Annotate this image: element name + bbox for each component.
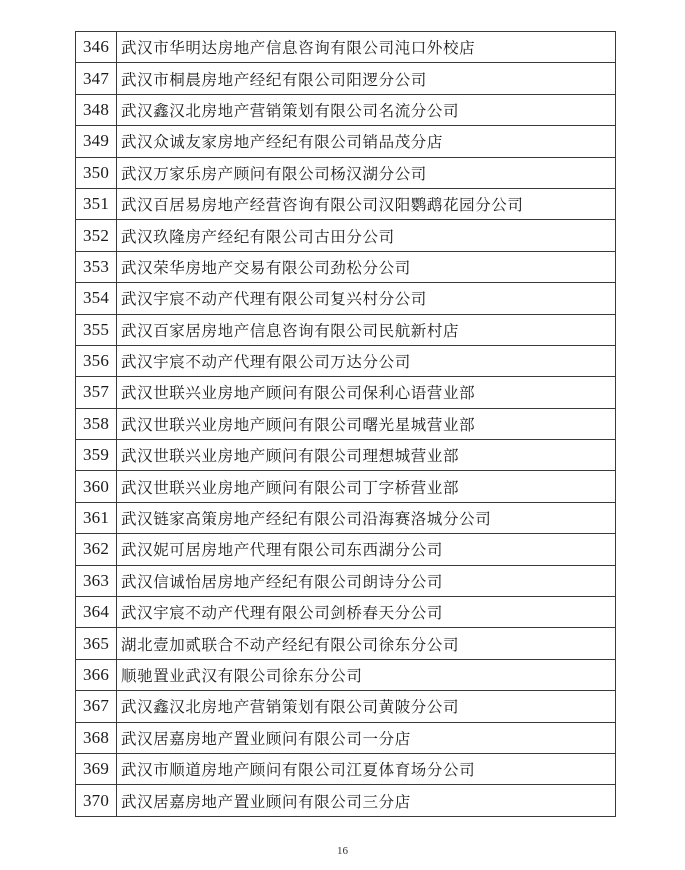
company-name-cell: 武汉宇宸不动产代理有限公司复兴村分公司 xyxy=(117,283,616,314)
row-number-cell: 364 xyxy=(76,597,117,628)
row-number-cell: 358 xyxy=(76,408,117,439)
table-row xyxy=(76,345,616,376)
company-name-cell: 武汉世联兴业房地产顾问有限公司理想城营业部 xyxy=(117,440,616,471)
table-row xyxy=(76,785,616,816)
row-number-cell: 354 xyxy=(76,283,117,314)
table-row xyxy=(76,314,616,345)
company-name-cell: 武汉世联兴业房地产顾问有限公司保利心语营业部 xyxy=(117,377,616,408)
table-row xyxy=(76,753,616,784)
row-number-cell: 366 xyxy=(76,659,117,690)
table-row xyxy=(76,94,616,125)
company-name-cell: 武汉市华明达房地产信息咨询有限公司沌口外校店 xyxy=(117,32,616,63)
company-name-cell: 武汉市桐晨房地产经纪有限公司阳逻分公司 xyxy=(117,63,616,94)
company-name-cell: 武汉市顺道房地产顾问有限公司江夏体育场分公司 xyxy=(117,753,616,784)
page-number: 16 xyxy=(337,845,348,857)
table-row xyxy=(76,628,616,659)
row-number-cell: 365 xyxy=(76,628,117,659)
company-name-cell: 武汉众诚友家房地产经纪有限公司销品茂分店 xyxy=(117,126,616,157)
row-number-cell: 353 xyxy=(76,251,117,282)
table-row xyxy=(76,126,616,157)
table-row xyxy=(76,471,616,502)
row-number-cell: 348 xyxy=(76,94,117,125)
company-list-table xyxy=(75,31,616,817)
row-number-cell: 346 xyxy=(76,32,117,63)
row-number-cell: 368 xyxy=(76,722,117,753)
table-row xyxy=(76,188,616,219)
table-row xyxy=(76,377,616,408)
row-number-cell: 370 xyxy=(76,785,117,816)
table-row xyxy=(76,63,616,94)
company-name-cell: 武汉妮可居房地产代理有限公司东西湖分公司 xyxy=(117,534,616,565)
company-name-cell: 武汉信诚怡居房地产经纪有限公司朗诗分公司 xyxy=(117,565,616,596)
company-list-body xyxy=(76,32,616,817)
row-number-cell: 359 xyxy=(76,440,117,471)
row-number-cell: 350 xyxy=(76,157,117,188)
row-number-cell: 361 xyxy=(76,502,117,533)
table-row xyxy=(76,502,616,533)
table-row xyxy=(76,220,616,251)
table-row xyxy=(76,722,616,753)
table-row xyxy=(76,251,616,282)
row-number-cell: 355 xyxy=(76,314,117,345)
table-row xyxy=(76,32,616,63)
row-number-cell: 369 xyxy=(76,753,117,784)
company-name-cell: 顺驰置业武汉有限公司徐东分公司 xyxy=(117,659,616,690)
table-row xyxy=(76,408,616,439)
company-name-cell: 武汉万家乐房产顾问有限公司杨汉湖分公司 xyxy=(117,157,616,188)
table-row xyxy=(76,440,616,471)
row-number-cell: 357 xyxy=(76,377,117,408)
company-name-cell: 武汉世联兴业房地产顾问有限公司曙光星城营业部 xyxy=(117,408,616,439)
table-row xyxy=(76,597,616,628)
table-row xyxy=(76,157,616,188)
table-row xyxy=(76,534,616,565)
company-name-cell: 湖北壹加贰联合不动产经纪有限公司徐东分公司 xyxy=(117,628,616,659)
company-name-cell: 武汉玖隆房产经纪有限公司古田分公司 xyxy=(117,220,616,251)
company-name-cell: 武汉鑫汉北房地产营销策划有限公司名流分公司 xyxy=(117,94,616,125)
row-number-cell: 347 xyxy=(76,63,117,94)
company-name-cell: 武汉百家居房地产信息咨询有限公司民航新村店 xyxy=(117,314,616,345)
row-number-cell: 351 xyxy=(76,188,117,219)
company-name-cell: 武汉鑫汉北房地产营销策划有限公司黄陂分公司 xyxy=(117,691,616,722)
company-name-cell: 武汉百居易房地产经营咨询有限公司汉阳鹦鹉花园分公司 xyxy=(117,188,616,219)
row-number-cell: 360 xyxy=(76,471,117,502)
table-row xyxy=(76,691,616,722)
company-name-cell: 武汉世联兴业房地产顾问有限公司丁字桥营业部 xyxy=(117,471,616,502)
company-name-cell: 武汉宇宸不动产代理有限公司剑桥春天分公司 xyxy=(117,597,616,628)
row-number-cell: 367 xyxy=(76,691,117,722)
row-number-cell: 352 xyxy=(76,220,117,251)
row-number-cell: 362 xyxy=(76,534,117,565)
row-number-cell: 349 xyxy=(76,126,117,157)
company-name-cell: 武汉宇宸不动产代理有限公司万达分公司 xyxy=(117,345,616,376)
company-name-cell: 武汉荣华房地产交易有限公司劲松分公司 xyxy=(117,251,616,282)
company-name-cell: 武汉链家高策房地产经纪有限公司沿海赛洛城分公司 xyxy=(117,502,616,533)
row-number-cell: 356 xyxy=(76,345,117,376)
table-row xyxy=(76,659,616,690)
table-row xyxy=(76,283,616,314)
company-name-cell: 武汉居嘉房地产置业顾问有限公司一分店 xyxy=(117,722,616,753)
company-name-cell: 武汉居嘉房地产置业顾问有限公司三分店 xyxy=(117,785,616,816)
row-number-cell: 363 xyxy=(76,565,117,596)
table-row xyxy=(76,565,616,596)
